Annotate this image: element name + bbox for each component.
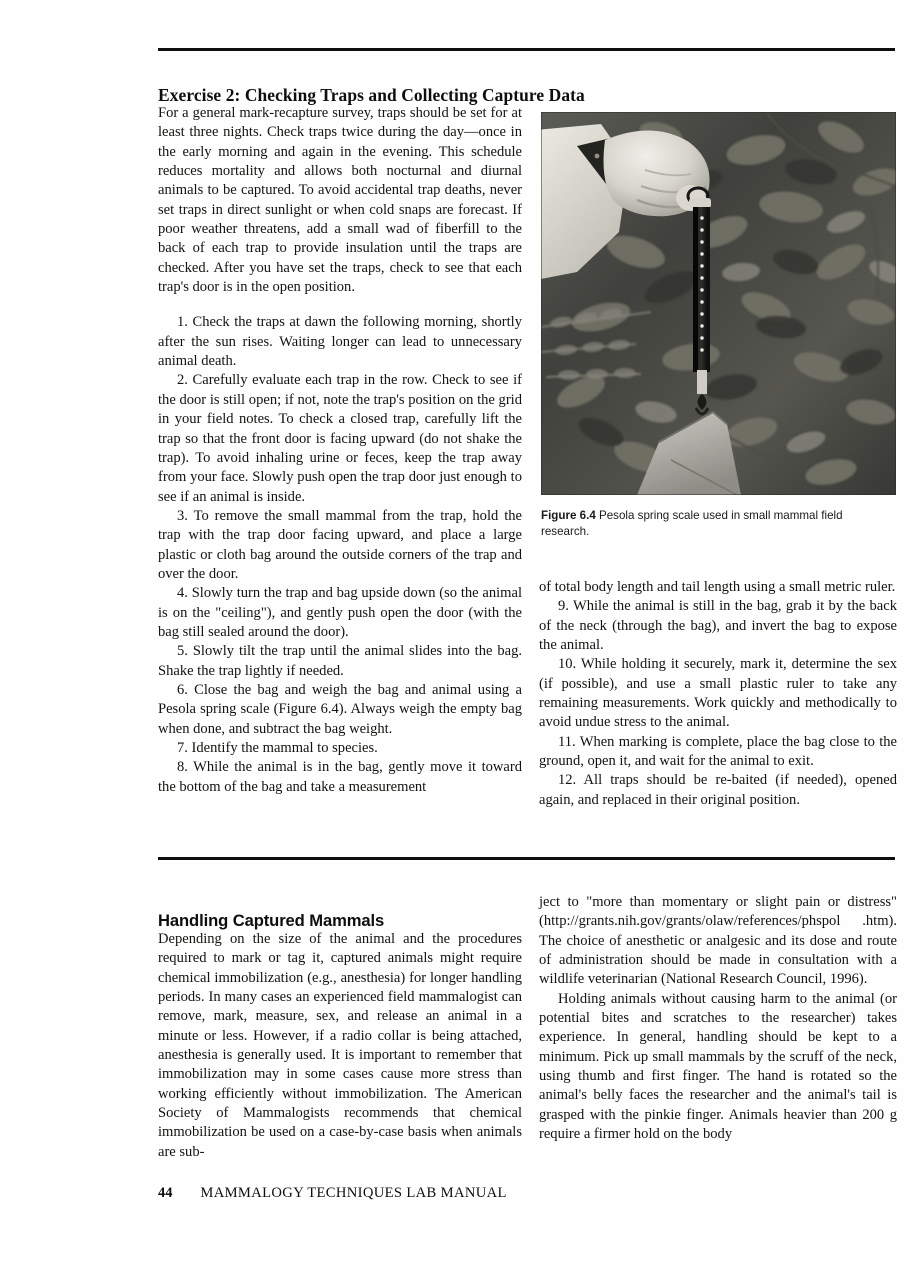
- running-head: MAMMALOGY TECHNIQUES LAB MANUAL: [200, 1185, 507, 1201]
- exercise-left-column: [158, 104, 522, 797]
- exercise-step-12: 12. All traps should be re-baited (if needed), opened again, and replaced in their original position.: [539, 772, 897, 808]
- handling-left-column: [158, 930, 522, 1162]
- figure-caption-text: Pesola spring scale used in small mammal field research.: [541, 509, 843, 538]
- handling-left-paragraph: Depending on the size of the animal and the procedures required to mark or tag it, captured animals might require chemical immobilization (e.g., anesthesia) for longer handling periods. In many cases an experienced field mammalogist can remove, mark, measure, sex, and release an animal in a minute or less. However, if a radio collar is being attached, anesthesia is generally used. It is important to remember that immobilization may in some cases cause more stress than working efficiently without immobilization. The American Society of Mammalogists recommends that chemical immobilization be used on a case-by-case basis when animals are sub-: [158, 931, 522, 1160]
- figure-6-4-photograph: [541, 112, 896, 495]
- exercise-step-3: 3. To remove the small mammal from the trap, hold the trap with the trap door facing upward, and place a large plastic or cloth bag around the outside corners of the trap and over the door.: [158, 507, 522, 582]
- top-divider-rule: [158, 48, 895, 51]
- exercise-step-1: 1. Check the traps at dawn the following morning, shortly after the sun rises. Waiting longer can lead to unnecessary animal death.: [158, 314, 522, 370]
- page-footer: [158, 1185, 507, 1202]
- exercise-step-9: 9. While the animal is still in the bag, grab it by the back of the neck (through the bag), and invert the bag to expose the animal.: [539, 598, 897, 654]
- pesola-scale-photo-graphic: [541, 112, 896, 495]
- exercise-step-6: 6. Close the bag and weigh the bag and animal using a Pesola spring scale (Figure 6.4). Always weigh the empty bag when done, and subtract the bag weight.: [158, 681, 522, 737]
- exercise-step-5: 5. Slowly tilt the trap until the animal slides into the bag. Shake the trap lightly if needed.: [158, 643, 522, 679]
- handling-right-paragraph-2: Holding animals without causing harm to the animal (or potential bites and scratches to the researcher) takes experience. In general, handling should be kept to a minimum. Pick up small mammals by the scruff of the neck, using thumb and first finger. The hand is rotated so the animal's belly faces the researcher and the animal's tail is grasped with the pinkie finger. Animals heavier than 200 g require a firmer hold on the body: [539, 990, 897, 1143]
- exercise-intro-paragraph: For a general mark-recapture survey, traps should be set for at least three nights. Check traps twice during the day—once in the early morning and again in the evening. This schedule reduces mortality and allows both nocturnal and diurnal animals to be captured. To avoid accidental trap deaths, never set traps in direct sunlight or when cold snaps are forecast. If poor weather threatens, add a small wad of fiberfill to the back of each trap to provide insulation until the traps are checked. After you have set the traps, check to see that each trap's door is in the open position.: [158, 105, 522, 296]
- exercise-step-2: 2. Carefully evaluate each trap in the row. Check to see if the door is still open; if not, note the trap's position on the grid in your field notes. To check a closed trap, carefully lift the trap so that the front door is facing upward (do not shake the trap). To avoid inhaling urine or feces, keep the trap away from your face. Slowly push open the trap door just enough to see if an animal is inside.: [158, 372, 522, 505]
- exercise-heading: Exercise 2: Checking Traps and Collecting Capture Data: [158, 84, 585, 105]
- exercise-step-8: 8. While the animal is in the bag, gently move it toward the bottom of the bag and take a measurement: [158, 759, 522, 795]
- page-number: 44: [158, 1185, 173, 1201]
- exercise-step-10: 10. While holding it securely, mark it, determine the sex (if possible), and use a small plastic ruler to take any remaining measurements. Work quickly and methodically to avoid undue stress to the animal.: [539, 656, 897, 731]
- section-divider-rule: [158, 857, 895, 860]
- figure-label: Figure 6.4: [541, 509, 596, 522]
- exercise-step-11: 11. When marking is complete, place the bag close to the ground, open it, and wait for the animal to exit.: [539, 733, 897, 770]
- exercise-right-column: [539, 578, 897, 810]
- exercise-step-4: 4. Slowly turn the trap and bag upside down (so the animal is on the "ceiling"), and gently push open the door (with the bag still sealed around the door).: [158, 585, 522, 640]
- exercise-step-8-continuation: of total body length and tail length using a small metric ruler.: [539, 579, 896, 595]
- handling-right-paragraph-1: ject to "more than momentary or slight pain or distress" (http://grants.nih.gov/grants/olaw/references/phspol .htm). The choice of anesthetic or analgesic and its dose and route of administration should be made in consultation with a wildlife veterinarian (National Research Council, 1996).: [539, 894, 897, 988]
- exercise-step-7: 7. Identify the mammal to species.: [177, 740, 378, 756]
- figure-caption: [541, 508, 893, 539]
- handling-right-column: [539, 893, 897, 1144]
- handling-section-heading: Handling Captured Mammals: [158, 910, 385, 930]
